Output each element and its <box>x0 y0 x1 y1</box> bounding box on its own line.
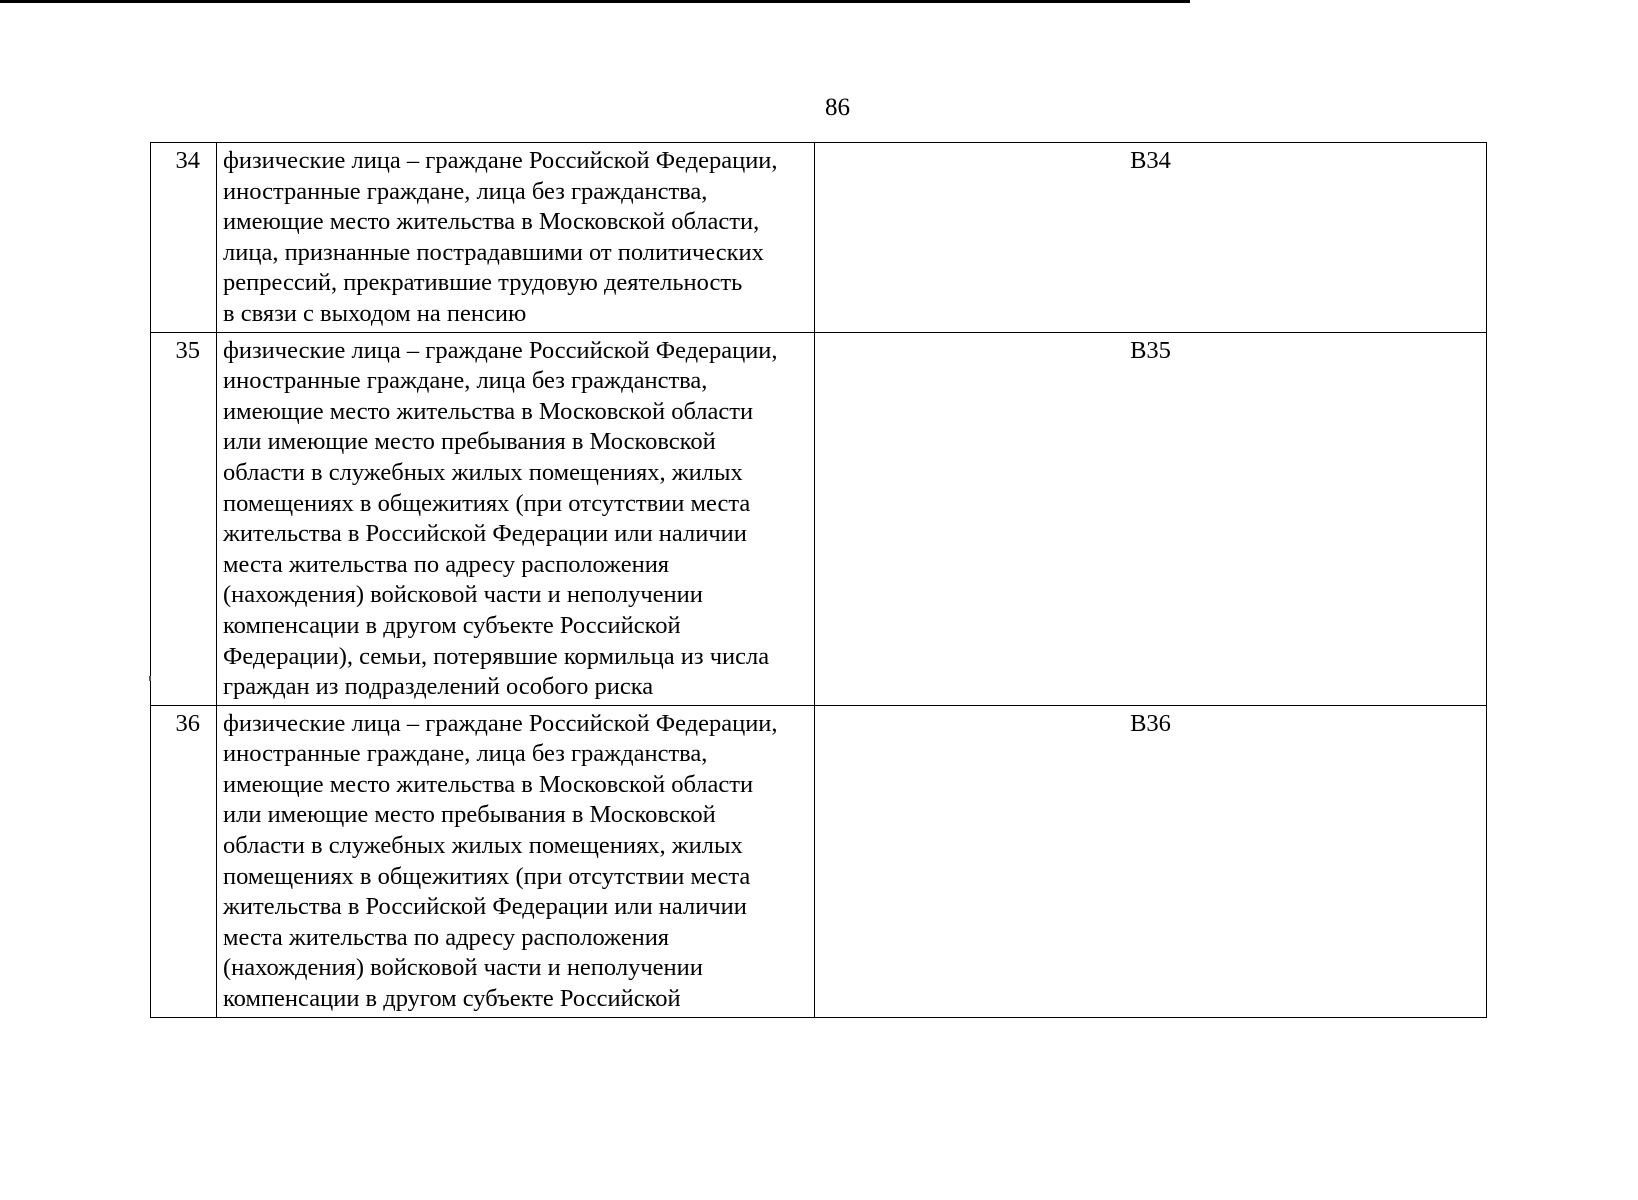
description-line: жительства в Российской Федерации или наличии <box>223 893 747 921</box>
row-number: 35 <box>151 332 217 705</box>
description-line: Федерации), семьи, потерявшие кормильца из числа <box>223 642 770 670</box>
description-line: иностранные граждане, лица без гражданства, <box>223 740 708 768</box>
description-line: помещениях в общежитиях (при отсутствии места <box>223 489 751 517</box>
table-row <box>151 332 1487 705</box>
top-border-line <box>0 0 1190 3</box>
description-line: или имеющие место пребывания в Московской <box>223 428 716 456</box>
description-line: физические лица – граждане Российской Федерации, <box>223 709 778 737</box>
description-line: компенсации в другом субъекте Российской <box>223 985 681 1013</box>
row-description <box>217 332 815 705</box>
description-line: места жительства по адресу расположения <box>223 923 670 951</box>
description-line: помещениях в общежитиях (при отсутствии места <box>223 862 751 890</box>
document-table <box>150 142 1487 1018</box>
scan-margin-mark <box>149 676 151 681</box>
description-line: (нахождения) войсковой части и неполучении <box>223 954 703 982</box>
description-line: физические лица – граждане Российской Федерации, <box>223 147 778 174</box>
row-description <box>217 143 815 333</box>
table-row <box>151 705 1487 1017</box>
description-line: жительства в Российской Федерации или наличии <box>223 520 747 548</box>
description-line: имеющие место жительства в Московской области <box>223 397 754 425</box>
description-line: репрессий, прекратившие трудовую деятельность <box>223 269 743 297</box>
description-line: в связи с выходом на пенсию <box>223 299 527 327</box>
page-number: 86 <box>825 94 850 121</box>
description-line: области в служебных жилых помещениях, жилых <box>223 832 743 860</box>
description-line: физические лица – граждане Российской Федерации, <box>223 336 778 364</box>
description-line: или имеющие место пребывания в Московской <box>223 801 716 829</box>
description-line: места жительства по адресу расположения <box>223 550 670 578</box>
description-line: области в служебных жилых помещениях, жилых <box>223 458 743 486</box>
description-line: граждан из подразделений особого риска <box>223 673 654 701</box>
description-line: (нахождения) войсковой части и неполучении <box>223 581 703 609</box>
row-code: В34 <box>815 143 1487 333</box>
description-line: имеющие место жительства в Московской области <box>223 770 754 798</box>
row-number: 34 <box>151 143 217 333</box>
description-line: иностранные граждане, лица без гражданства, <box>223 367 708 395</box>
description-line: иностранные граждане, лица без гражданства, <box>223 177 708 205</box>
row-description <box>217 705 815 1017</box>
row-code: В36 <box>815 705 1487 1017</box>
row-code: В35 <box>815 332 1487 705</box>
table-row <box>151 143 1487 333</box>
row-number: 36 <box>151 705 217 1017</box>
description-line: компенсации в другом субъекте Российской <box>223 611 681 639</box>
description-line: лица, признанные пострадавшими от политических <box>223 238 764 266</box>
description-line: имеющие место жительства в Московской области, <box>223 208 760 236</box>
